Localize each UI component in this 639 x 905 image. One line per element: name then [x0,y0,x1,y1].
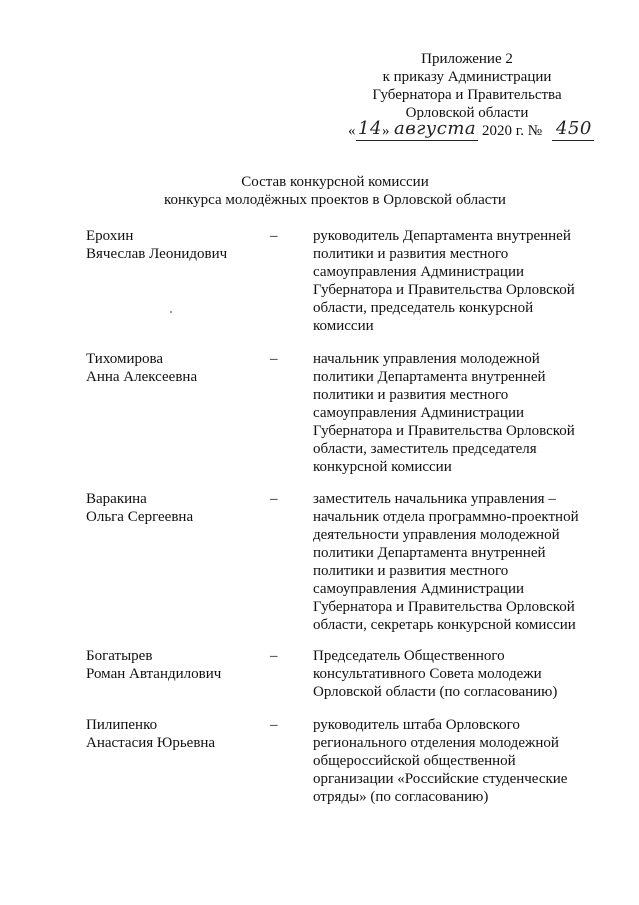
role-line: Губернатора и Правительства Орловской [313,423,575,439]
member-role [313,647,613,701]
role-line: общероссийской общественной [313,753,516,769]
role-line: политики Департамента внутренней [313,369,546,385]
dash-separator: – [270,648,278,664]
role-line: руководитель штаба Орловского [313,717,520,733]
role-line: политики и развития местного [313,387,509,403]
close-quote: » [382,123,390,139]
member-given-names: Анастасия Юрьевна [86,735,216,751]
dash-separator: – [270,717,278,733]
title-line: конкурса молодёжных проектов в Орловской области [164,192,506,208]
appendix-line: Приложение 2 [421,51,513,67]
member-given-names: Анна Алексеевна [86,369,198,385]
role-line: организации «Российские студенческие [313,771,568,787]
role-line: политики и развития местного [313,563,509,579]
dash-separator: – [270,228,278,244]
role-line: начальник управления молодежной [313,351,540,367]
role-line: заместитель начальника управления – [313,491,556,507]
role-line: отряды» (по согласованию) [313,789,489,805]
role-line: Председатель Общественного [313,648,505,664]
handwritten-order-number: 450 [556,118,592,139]
title-line: Состав конкурсной комиссии [241,174,429,190]
role-line: регионального отделения молодежной [313,735,559,751]
member-surname: Варакина [86,491,147,507]
handwritten-month: августа [394,118,477,139]
handwritten-day: 14 [358,118,382,139]
member-surname: Пилипенко [86,717,158,733]
member-role [313,350,613,476]
member-role [313,716,613,806]
member-name [86,490,266,526]
member-name [86,647,266,683]
member-name [86,350,266,386]
role-line: комиссии [313,318,374,334]
appendix-line: Орловской области [405,105,529,121]
scan-speck [170,311,172,313]
role-line: Губернатора и Правительства Орловской [313,282,575,298]
role-line: области, председатель конкурсной [313,300,534,316]
order-date-line [346,118,596,143]
role-line: области, заместитель председателя [313,441,537,457]
appendix-line: к приказу Администрации [382,69,552,85]
member-name [86,227,266,263]
appendix-header [362,50,572,122]
role-line: руководитель Департамента внутренней [313,228,571,244]
role-line: политики Департамента внутренней [313,545,546,561]
dash-separator: – [270,491,278,507]
number-underline [552,140,594,141]
role-line: деятельности управления молодежной [313,527,560,543]
dash-separator: – [270,351,278,367]
member-surname: Богатырев [86,648,153,664]
role-line: политики и развития местного [313,246,509,262]
role-line: консультативного Совета молодежи [313,666,542,682]
role-line: самоуправления Администрации [313,405,525,421]
year-and-number-label: 2020 г. № [482,123,543,139]
role-line: начальник отдела программно-проектной [313,509,579,525]
member-role [313,227,613,335]
member-surname: Тихомирова [86,351,164,367]
document-title [120,173,550,209]
member-given-names: Ольга Сергеевна [86,509,194,525]
open-quote: « [348,123,356,139]
member-given-names: Вячеслав Леонидович [86,246,228,262]
role-line: самоуправления Администрации [313,264,525,280]
role-line: Орловской области (по согласованию) [313,684,558,700]
appendix-line: Губернатора и Правительства [372,87,562,103]
date-underline [356,140,478,141]
role-line: Губернатора и Правительства Орловской [313,599,575,615]
role-line: конкурсной комиссии [313,459,452,475]
member-role [313,490,613,634]
member-surname: Ерохин [86,228,134,244]
member-name [86,716,266,752]
role-line: области, секретарь конкурсной комиссии [313,617,576,633]
role-line: самоуправления Администрации [313,581,525,597]
member-given-names: Роман Автандилович [86,666,222,682]
